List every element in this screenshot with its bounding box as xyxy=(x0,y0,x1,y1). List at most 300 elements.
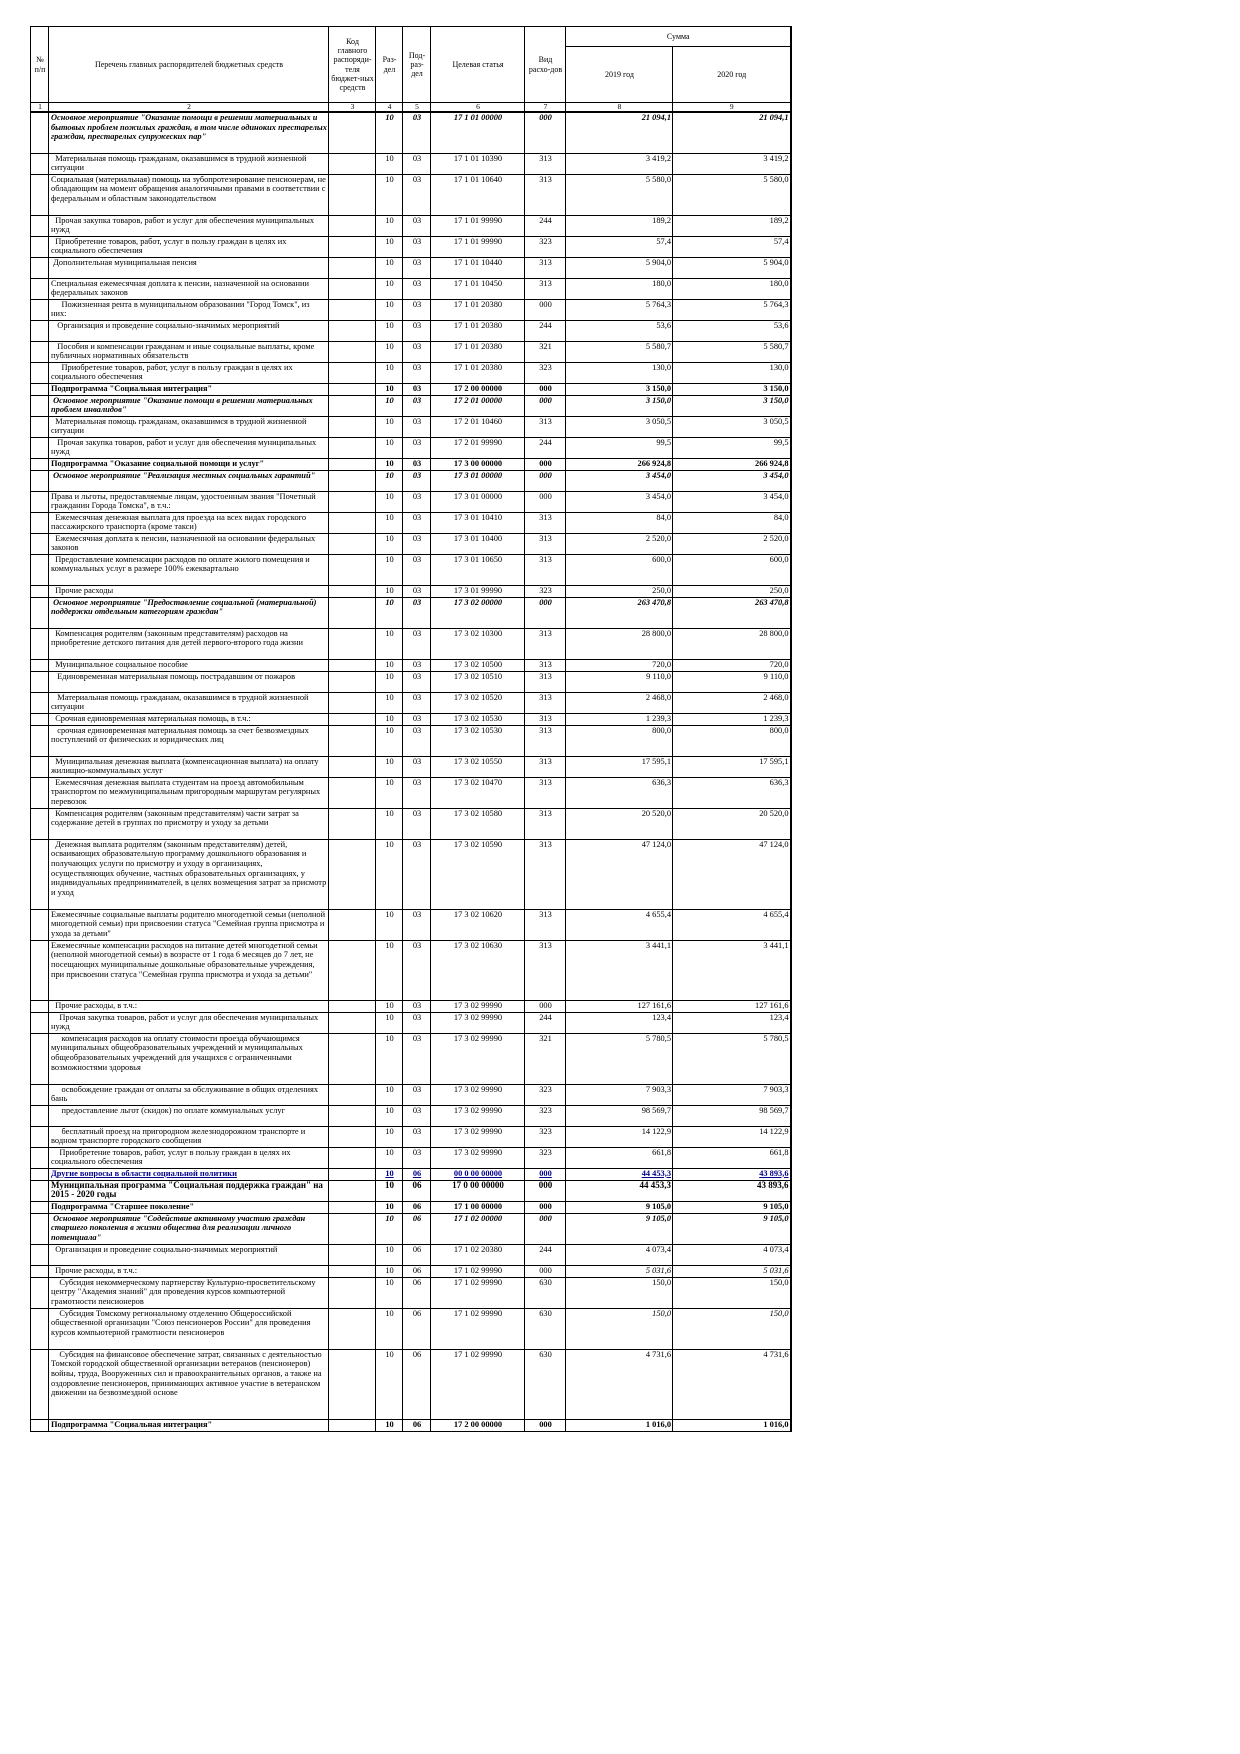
header-razdel: Раз-дел xyxy=(376,27,403,103)
razdel-cell: 10 xyxy=(376,341,403,362)
code-cell xyxy=(329,1000,376,1012)
sum-2020-cell: 1 016,0 xyxy=(673,1419,791,1431)
target-cell: 17 1 00 00000 xyxy=(431,1201,525,1213)
razdel-cell: 10 xyxy=(376,713,403,725)
vid-cell: 630 xyxy=(525,1308,566,1349)
sum-2020-cell: 5 031,6 xyxy=(673,1265,791,1277)
sum-2020-cell: 5 904,0 xyxy=(673,257,791,278)
podrazdel-cell: 03 xyxy=(403,554,431,585)
name-cell: бесплатный проезд на пригородном железнодорожном транспорте и водном транспорте городского сообщения xyxy=(49,1126,329,1147)
razdel-cell: 10 xyxy=(376,491,403,512)
name-cell: Приобретение товаров, работ, услуг в пользу граждан в целях их социального обеспечения xyxy=(49,1147,329,1168)
name-cell: Прочая закупка товаров, работ и услуг для обеспечения муниципальных нужд xyxy=(49,1012,329,1033)
code-cell xyxy=(329,597,376,628)
header-code: Код главного распоряди-теля бюджет-ных средств xyxy=(329,27,376,103)
no-cell xyxy=(31,628,49,659)
sum-2020-cell: 98 569,7 xyxy=(673,1105,791,1126)
name-cell: Единовременная материальная помощь пострадавшим от пожаров xyxy=(49,671,329,692)
sum-2019-cell: 636,3 xyxy=(566,777,673,808)
vid-cell: 313 xyxy=(525,278,566,299)
no-cell xyxy=(31,236,49,257)
table-row xyxy=(31,659,791,671)
target-cell: 17 2 00 00000 xyxy=(431,383,525,395)
code-cell xyxy=(329,909,376,940)
code-cell xyxy=(329,628,376,659)
podrazdel-cell: 03 xyxy=(403,692,431,713)
no-cell xyxy=(31,215,49,236)
sum-2019-cell: 44 453,3 xyxy=(566,1168,673,1180)
target-cell: 17 3 02 00000 xyxy=(431,597,525,628)
no-cell xyxy=(31,416,49,437)
sum-2020-cell: 9 105,0 xyxy=(673,1201,791,1213)
table-row xyxy=(31,112,791,153)
sum-2019-cell: 266 924,8 xyxy=(566,458,673,470)
no-cell xyxy=(31,554,49,585)
name-cell: предоставление льгот (скидок) по оплате коммунальных услуг xyxy=(49,1105,329,1126)
table-row xyxy=(31,215,791,236)
name-cell: Ежемесячные социальные выплаты родителю многодетной семьи (неполной многодетной семьи) при присвоении статуса "Семейная группа присмотра и ухода за детьми" xyxy=(49,909,329,940)
sum-2020-cell: 4 731,6 xyxy=(673,1349,791,1419)
podrazdel-cell: 03 xyxy=(403,839,431,909)
no-cell xyxy=(31,597,49,628)
no-cell xyxy=(31,1349,49,1419)
table-row xyxy=(31,236,791,257)
code-cell xyxy=(329,1168,376,1180)
sum-2019-cell: 800,0 xyxy=(566,725,673,756)
target-cell: 17 2 01 10460 xyxy=(431,416,525,437)
code-cell xyxy=(329,554,376,585)
table-row xyxy=(31,1105,791,1126)
vid-cell: 313 xyxy=(525,628,566,659)
code-cell xyxy=(329,585,376,597)
column-number: 9 xyxy=(673,103,791,113)
podrazdel-cell: 06 xyxy=(403,1180,431,1201)
target-cell: 17 1 01 20380 xyxy=(431,320,525,341)
razdel-cell: 10 xyxy=(376,1168,403,1180)
table-row xyxy=(31,725,791,756)
podrazdel-cell: 03 xyxy=(403,383,431,395)
vid-cell: 313 xyxy=(525,839,566,909)
column-number: 6 xyxy=(431,103,525,113)
code-cell xyxy=(329,1012,376,1033)
code-cell xyxy=(329,533,376,554)
vid-cell: 000 xyxy=(525,383,566,395)
target-cell: 17 1 01 20380 xyxy=(431,362,525,383)
podrazdel-cell: 03 xyxy=(403,671,431,692)
code-cell xyxy=(329,153,376,174)
name-cell: Субсидия Томскому региональному отделению Общероссийской общественной организации "Союз пенсионеров России" для проведения курсов компьютерной грамотности пенсионеров xyxy=(49,1308,329,1349)
sum-2019-cell: 661,8 xyxy=(566,1147,673,1168)
podrazdel-cell: 03 xyxy=(403,1126,431,1147)
podrazdel-cell: 06 xyxy=(403,1168,431,1180)
code-cell xyxy=(329,713,376,725)
sum-2020-cell: 47 124,0 xyxy=(673,839,791,909)
name-cell: Основное мероприятие "Содействие активному участию граждан старшего поколения в жизни общества для реализации личного потенциала" xyxy=(49,1213,329,1244)
vid-cell: 000 xyxy=(525,1000,566,1012)
podrazdel-cell: 03 xyxy=(403,628,431,659)
target-cell: 17 3 02 99990 xyxy=(431,1105,525,1126)
table-row xyxy=(31,1419,791,1431)
table-row xyxy=(31,692,791,713)
razdel-cell: 10 xyxy=(376,659,403,671)
code-cell xyxy=(329,215,376,236)
no-cell xyxy=(31,512,49,533)
no-cell xyxy=(31,257,49,278)
podrazdel-cell: 03 xyxy=(403,112,431,153)
razdel-cell: 10 xyxy=(376,395,403,416)
vid-cell: 244 xyxy=(525,320,566,341)
code-cell xyxy=(329,1126,376,1147)
target-cell: 17 3 02 10620 xyxy=(431,909,525,940)
budget-table xyxy=(30,26,792,1432)
vid-cell: 323 xyxy=(525,1084,566,1105)
razdel-cell: 10 xyxy=(376,777,403,808)
razdel-cell: 10 xyxy=(376,725,403,756)
vid-cell: 000 xyxy=(525,1265,566,1277)
budget-table-body xyxy=(31,112,791,1431)
sum-2020-cell: 43 893,6 xyxy=(673,1180,791,1201)
code-cell xyxy=(329,1180,376,1201)
code-cell xyxy=(329,808,376,839)
podrazdel-cell: 03 xyxy=(403,299,431,320)
sum-2019-cell: 5 580,0 xyxy=(566,174,673,215)
sum-2020-cell: 661,8 xyxy=(673,1147,791,1168)
code-cell xyxy=(329,112,376,153)
razdel-cell: 10 xyxy=(376,1180,403,1201)
code-cell xyxy=(329,320,376,341)
target-cell: 17 3 02 10470 xyxy=(431,777,525,808)
razdel-cell: 10 xyxy=(376,362,403,383)
table-row xyxy=(31,153,791,174)
target-cell: 17 3 01 10400 xyxy=(431,533,525,554)
razdel-cell: 10 xyxy=(376,756,403,777)
sum-2020-cell: 720,0 xyxy=(673,659,791,671)
target-cell: 17 3 01 99990 xyxy=(431,585,525,597)
no-cell xyxy=(31,713,49,725)
target-cell: 17 2 01 00000 xyxy=(431,395,525,416)
code-cell xyxy=(329,362,376,383)
table-row xyxy=(31,278,791,299)
razdel-cell: 10 xyxy=(376,112,403,153)
sum-2020-cell: 5 580,7 xyxy=(673,341,791,362)
table-row xyxy=(31,1180,791,1201)
name-cell: компенсация расходов на оплату стоимости проезда обучающимся муниципальных общеобразовательных учреждений и муниципальных общеобразовательных учреждений для учащихся с ограниченными возможностями здоровья xyxy=(49,1033,329,1084)
no-cell xyxy=(31,1147,49,1168)
sum-2019-cell: 3 454,0 xyxy=(566,470,673,491)
razdel-cell: 10 xyxy=(376,628,403,659)
sum-2019-cell: 150,0 xyxy=(566,1277,673,1308)
no-cell xyxy=(31,1126,49,1147)
no-cell xyxy=(31,808,49,839)
podrazdel-cell: 03 xyxy=(403,1105,431,1126)
vid-cell: 313 xyxy=(525,659,566,671)
name-cell: Организация и проведение социально-значимых мероприятий xyxy=(49,1244,329,1265)
code-cell xyxy=(329,1349,376,1419)
table-row xyxy=(31,671,791,692)
sum-2020-cell: 3 150,0 xyxy=(673,383,791,395)
vid-cell: 244 xyxy=(525,215,566,236)
podrazdel-cell: 03 xyxy=(403,597,431,628)
vid-cell: 244 xyxy=(525,437,566,458)
target-cell: 17 1 01 20380 xyxy=(431,341,525,362)
target-cell: 17 3 00 00000 xyxy=(431,458,525,470)
code-cell xyxy=(329,236,376,257)
podrazdel-cell: 03 xyxy=(403,491,431,512)
name-cell: Основное мероприятие "Оказание помощи в решении материальных проблем инвалидов" xyxy=(49,395,329,416)
no-cell xyxy=(31,1265,49,1277)
code-cell xyxy=(329,839,376,909)
sum-2020-cell: 127 161,6 xyxy=(673,1000,791,1012)
podrazdel-cell: 03 xyxy=(403,395,431,416)
no-cell xyxy=(31,1213,49,1244)
column-number: 8 xyxy=(566,103,673,113)
razdel-cell: 10 xyxy=(376,458,403,470)
no-cell xyxy=(31,437,49,458)
table-row xyxy=(31,437,791,458)
sum-2020-cell: 3 150,0 xyxy=(673,395,791,416)
no-cell xyxy=(31,692,49,713)
no-cell xyxy=(31,320,49,341)
target-cell: 17 0 00 00000 xyxy=(431,1180,525,1201)
no-cell xyxy=(31,1277,49,1308)
sum-2019-cell: 3 150,0 xyxy=(566,395,673,416)
podrazdel-cell: 03 xyxy=(403,1033,431,1084)
podrazdel-cell: 03 xyxy=(403,341,431,362)
code-cell xyxy=(329,1419,376,1431)
razdel-cell: 10 xyxy=(376,839,403,909)
code-cell xyxy=(329,1105,376,1126)
code-cell xyxy=(329,470,376,491)
name-cell: Компенсация родителям (законным представителям) части затрат за содержание детей в группах по присмотру и уходу за детьми xyxy=(49,808,329,839)
no-cell xyxy=(31,112,49,153)
sum-2019-cell: 720,0 xyxy=(566,659,673,671)
sum-2019-cell: 14 122,9 xyxy=(566,1126,673,1147)
sum-2020-cell: 5 580,0 xyxy=(673,174,791,215)
vid-cell: 000 xyxy=(525,597,566,628)
table-row xyxy=(31,1349,791,1419)
target-cell: 17 3 02 99990 xyxy=(431,1084,525,1105)
vid-cell: 000 xyxy=(525,1213,566,1244)
code-cell xyxy=(329,395,376,416)
razdel-cell: 10 xyxy=(376,1033,403,1084)
name-cell: Приобретение товаров, работ, услуг в пользу граждан в целях их социального обеспечения xyxy=(49,236,329,257)
name-cell: Муниципальное социальное пособие xyxy=(49,659,329,671)
razdel-cell: 10 xyxy=(376,554,403,585)
sum-2019-cell: 127 161,6 xyxy=(566,1000,673,1012)
no-cell xyxy=(31,299,49,320)
sum-2019-cell: 5 764,3 xyxy=(566,299,673,320)
sum-2019-cell: 189,2 xyxy=(566,215,673,236)
podrazdel-cell: 03 xyxy=(403,585,431,597)
podrazdel-cell: 03 xyxy=(403,1147,431,1168)
sum-2020-cell: 9 110,0 xyxy=(673,671,791,692)
no-cell xyxy=(31,1180,49,1201)
sum-2019-cell: 53,6 xyxy=(566,320,673,341)
sum-2020-cell: 123,4 xyxy=(673,1012,791,1033)
sum-2019-cell: 180,0 xyxy=(566,278,673,299)
table-row xyxy=(31,395,791,416)
table-row xyxy=(31,299,791,320)
podrazdel-cell: 03 xyxy=(403,470,431,491)
sum-2019-cell: 5 904,0 xyxy=(566,257,673,278)
no-cell xyxy=(31,1308,49,1349)
name-cell: Пожизненная рента в муниципальном образовании "Город Томск", из них: xyxy=(49,299,329,320)
sum-2019-cell: 4 073,4 xyxy=(566,1244,673,1265)
podrazdel-cell: 06 xyxy=(403,1201,431,1213)
razdel-cell: 10 xyxy=(376,416,403,437)
razdel-cell: 10 xyxy=(376,512,403,533)
razdel-cell: 10 xyxy=(376,299,403,320)
sum-2020-cell: 3 050,5 xyxy=(673,416,791,437)
table-row xyxy=(31,1012,791,1033)
name-cell: Муниципальная денежная выплата (компенсационная выплата) на оплату жилищно-коммунальных услуг xyxy=(49,756,329,777)
sum-2019-cell: 5 780,5 xyxy=(566,1033,673,1084)
razdel-cell: 10 xyxy=(376,1277,403,1308)
name-cell: Основное мероприятие "Реализация местных социальных гарантий" xyxy=(49,470,329,491)
name-cell: Материальная помощь гражданам, оказавшимся в трудной жизненной ситуации xyxy=(49,692,329,713)
razdel-cell: 10 xyxy=(376,1349,403,1419)
table-row xyxy=(31,713,791,725)
razdel-cell: 10 xyxy=(376,174,403,215)
no-cell xyxy=(31,1000,49,1012)
podrazdel-cell: 03 xyxy=(403,756,431,777)
podrazdel-cell: 03 xyxy=(403,320,431,341)
table-row xyxy=(31,1213,791,1244)
sum-2020-cell: 180,0 xyxy=(673,278,791,299)
code-cell xyxy=(329,1201,376,1213)
vid-cell: 000 xyxy=(525,1201,566,1213)
code-cell xyxy=(329,940,376,1000)
table-row xyxy=(31,554,791,585)
target-cell: 17 3 02 10520 xyxy=(431,692,525,713)
table-row xyxy=(31,1084,791,1105)
vid-cell: 323 xyxy=(525,1105,566,1126)
table-row xyxy=(31,756,791,777)
target-cell: 17 3 02 99990 xyxy=(431,1000,525,1012)
razdel-cell: 10 xyxy=(376,671,403,692)
sum-2019-cell: 1 016,0 xyxy=(566,1419,673,1431)
podrazdel-cell: 06 xyxy=(403,1419,431,1431)
podrazdel-cell: 03 xyxy=(403,1084,431,1105)
code-cell xyxy=(329,777,376,808)
sum-2019-cell: 98 569,7 xyxy=(566,1105,673,1126)
name-cell: Субсидия на финансовое обеспечение затрат, связанных с деятельностью Томской городской общественной организации ветеранов (пенсионеров) войны, труда, Вооруженных сил и правоохранительных органов, а также на оздоровление пенсионеров, принимающих активное участие в ветеранском движении на безвозмездной основе xyxy=(49,1349,329,1419)
vid-cell: 313 xyxy=(525,512,566,533)
razdel-cell: 10 xyxy=(376,1308,403,1349)
podrazdel-cell: 03 xyxy=(403,278,431,299)
podrazdel-cell: 03 xyxy=(403,174,431,215)
table-row xyxy=(31,1126,791,1147)
table-row xyxy=(31,174,791,215)
no-cell xyxy=(31,458,49,470)
table-row xyxy=(31,1147,791,1168)
code-cell xyxy=(329,1308,376,1349)
no-cell xyxy=(31,940,49,1000)
target-cell: 17 3 02 10630 xyxy=(431,940,525,1000)
target-cell: 17 1 01 10390 xyxy=(431,153,525,174)
vid-cell: 313 xyxy=(525,174,566,215)
sum-2019-cell: 57,4 xyxy=(566,236,673,257)
podrazdel-cell: 03 xyxy=(403,940,431,1000)
header-sum: Сумма xyxy=(566,27,791,47)
vid-cell: 313 xyxy=(525,808,566,839)
code-cell xyxy=(329,671,376,692)
table-row xyxy=(31,416,791,437)
table-row xyxy=(31,808,791,839)
razdel-cell: 10 xyxy=(376,1000,403,1012)
no-cell xyxy=(31,1244,49,1265)
column-number: 5 xyxy=(403,103,431,113)
no-cell xyxy=(31,341,49,362)
table-row xyxy=(31,383,791,395)
razdel-cell: 10 xyxy=(376,215,403,236)
name-cell: Социальная (материальная) помощь на зубопротезирование пенсионерам, не обладающим на момент обращения аналогичными правами в соответствии с федеральным и областным законодательством xyxy=(49,174,329,215)
sum-2020-cell: 53,6 xyxy=(673,320,791,341)
name-cell: Ежемесячная денежная выплата для проезда на всех видах городского пассажирского транспорта (кроме такси) xyxy=(49,512,329,533)
name-cell: Прочая закупка товаров, работ и услуг для обеспечения муниципальных нужд xyxy=(49,437,329,458)
column-numbers-row xyxy=(31,103,791,113)
podrazdel-cell: 03 xyxy=(403,659,431,671)
no-cell xyxy=(31,491,49,512)
target-cell: 17 1 01 10640 xyxy=(431,174,525,215)
sum-2019-cell: 3 419,2 xyxy=(566,153,673,174)
sum-2019-cell: 4 655,4 xyxy=(566,909,673,940)
vid-cell: 313 xyxy=(525,153,566,174)
code-cell xyxy=(329,416,376,437)
name-cell: Подпрограмма "Социальная интеграция" xyxy=(49,383,329,395)
sum-2020-cell: 150,0 xyxy=(673,1277,791,1308)
target-cell: 17 3 02 10550 xyxy=(431,756,525,777)
podrazdel-cell: 03 xyxy=(403,416,431,437)
podrazdel-cell: 06 xyxy=(403,1265,431,1277)
vid-cell: 000 xyxy=(525,299,566,320)
code-cell xyxy=(329,659,376,671)
sum-2019-cell: 21 094,1 xyxy=(566,112,673,153)
podrazdel-cell: 03 xyxy=(403,458,431,470)
column-number: 3 xyxy=(329,103,376,113)
razdel-cell: 10 xyxy=(376,1201,403,1213)
sum-2019-cell: 3 150,0 xyxy=(566,383,673,395)
column-number: 2 xyxy=(49,103,329,113)
podrazdel-cell: 03 xyxy=(403,512,431,533)
podrazdel-cell: 03 xyxy=(403,153,431,174)
table-row xyxy=(31,257,791,278)
name-cell: Подпрограмма "Старшее поколение" xyxy=(49,1201,329,1213)
target-cell: 17 3 02 10510 xyxy=(431,671,525,692)
sum-2019-cell: 17 595,1 xyxy=(566,756,673,777)
table-row xyxy=(31,1277,791,1308)
no-cell xyxy=(31,1419,49,1431)
sum-2019-cell: 5 580,7 xyxy=(566,341,673,362)
vid-cell: 000 xyxy=(525,1168,566,1180)
vid-cell: 000 xyxy=(525,491,566,512)
razdel-cell: 10 xyxy=(376,692,403,713)
name-cell: Другие вопросы в области социальной политики xyxy=(49,1168,329,1180)
header-podrazdel: Под-раз-дел xyxy=(403,27,431,103)
podrazdel-cell: 03 xyxy=(403,362,431,383)
sum-2020-cell: 636,3 xyxy=(673,777,791,808)
target-cell: 17 3 01 00000 xyxy=(431,470,525,491)
razdel-cell: 10 xyxy=(376,257,403,278)
name-cell: Основное мероприятие "Предоставление социальной (материальной) поддержки отдельным категориям граждан" xyxy=(49,597,329,628)
no-cell xyxy=(31,725,49,756)
target-cell: 17 3 01 10410 xyxy=(431,512,525,533)
sum-2020-cell: 14 122,9 xyxy=(673,1126,791,1147)
no-cell xyxy=(31,533,49,554)
sum-2019-cell: 44 453,3 xyxy=(566,1180,673,1201)
table-row xyxy=(31,1000,791,1012)
code-cell xyxy=(329,491,376,512)
